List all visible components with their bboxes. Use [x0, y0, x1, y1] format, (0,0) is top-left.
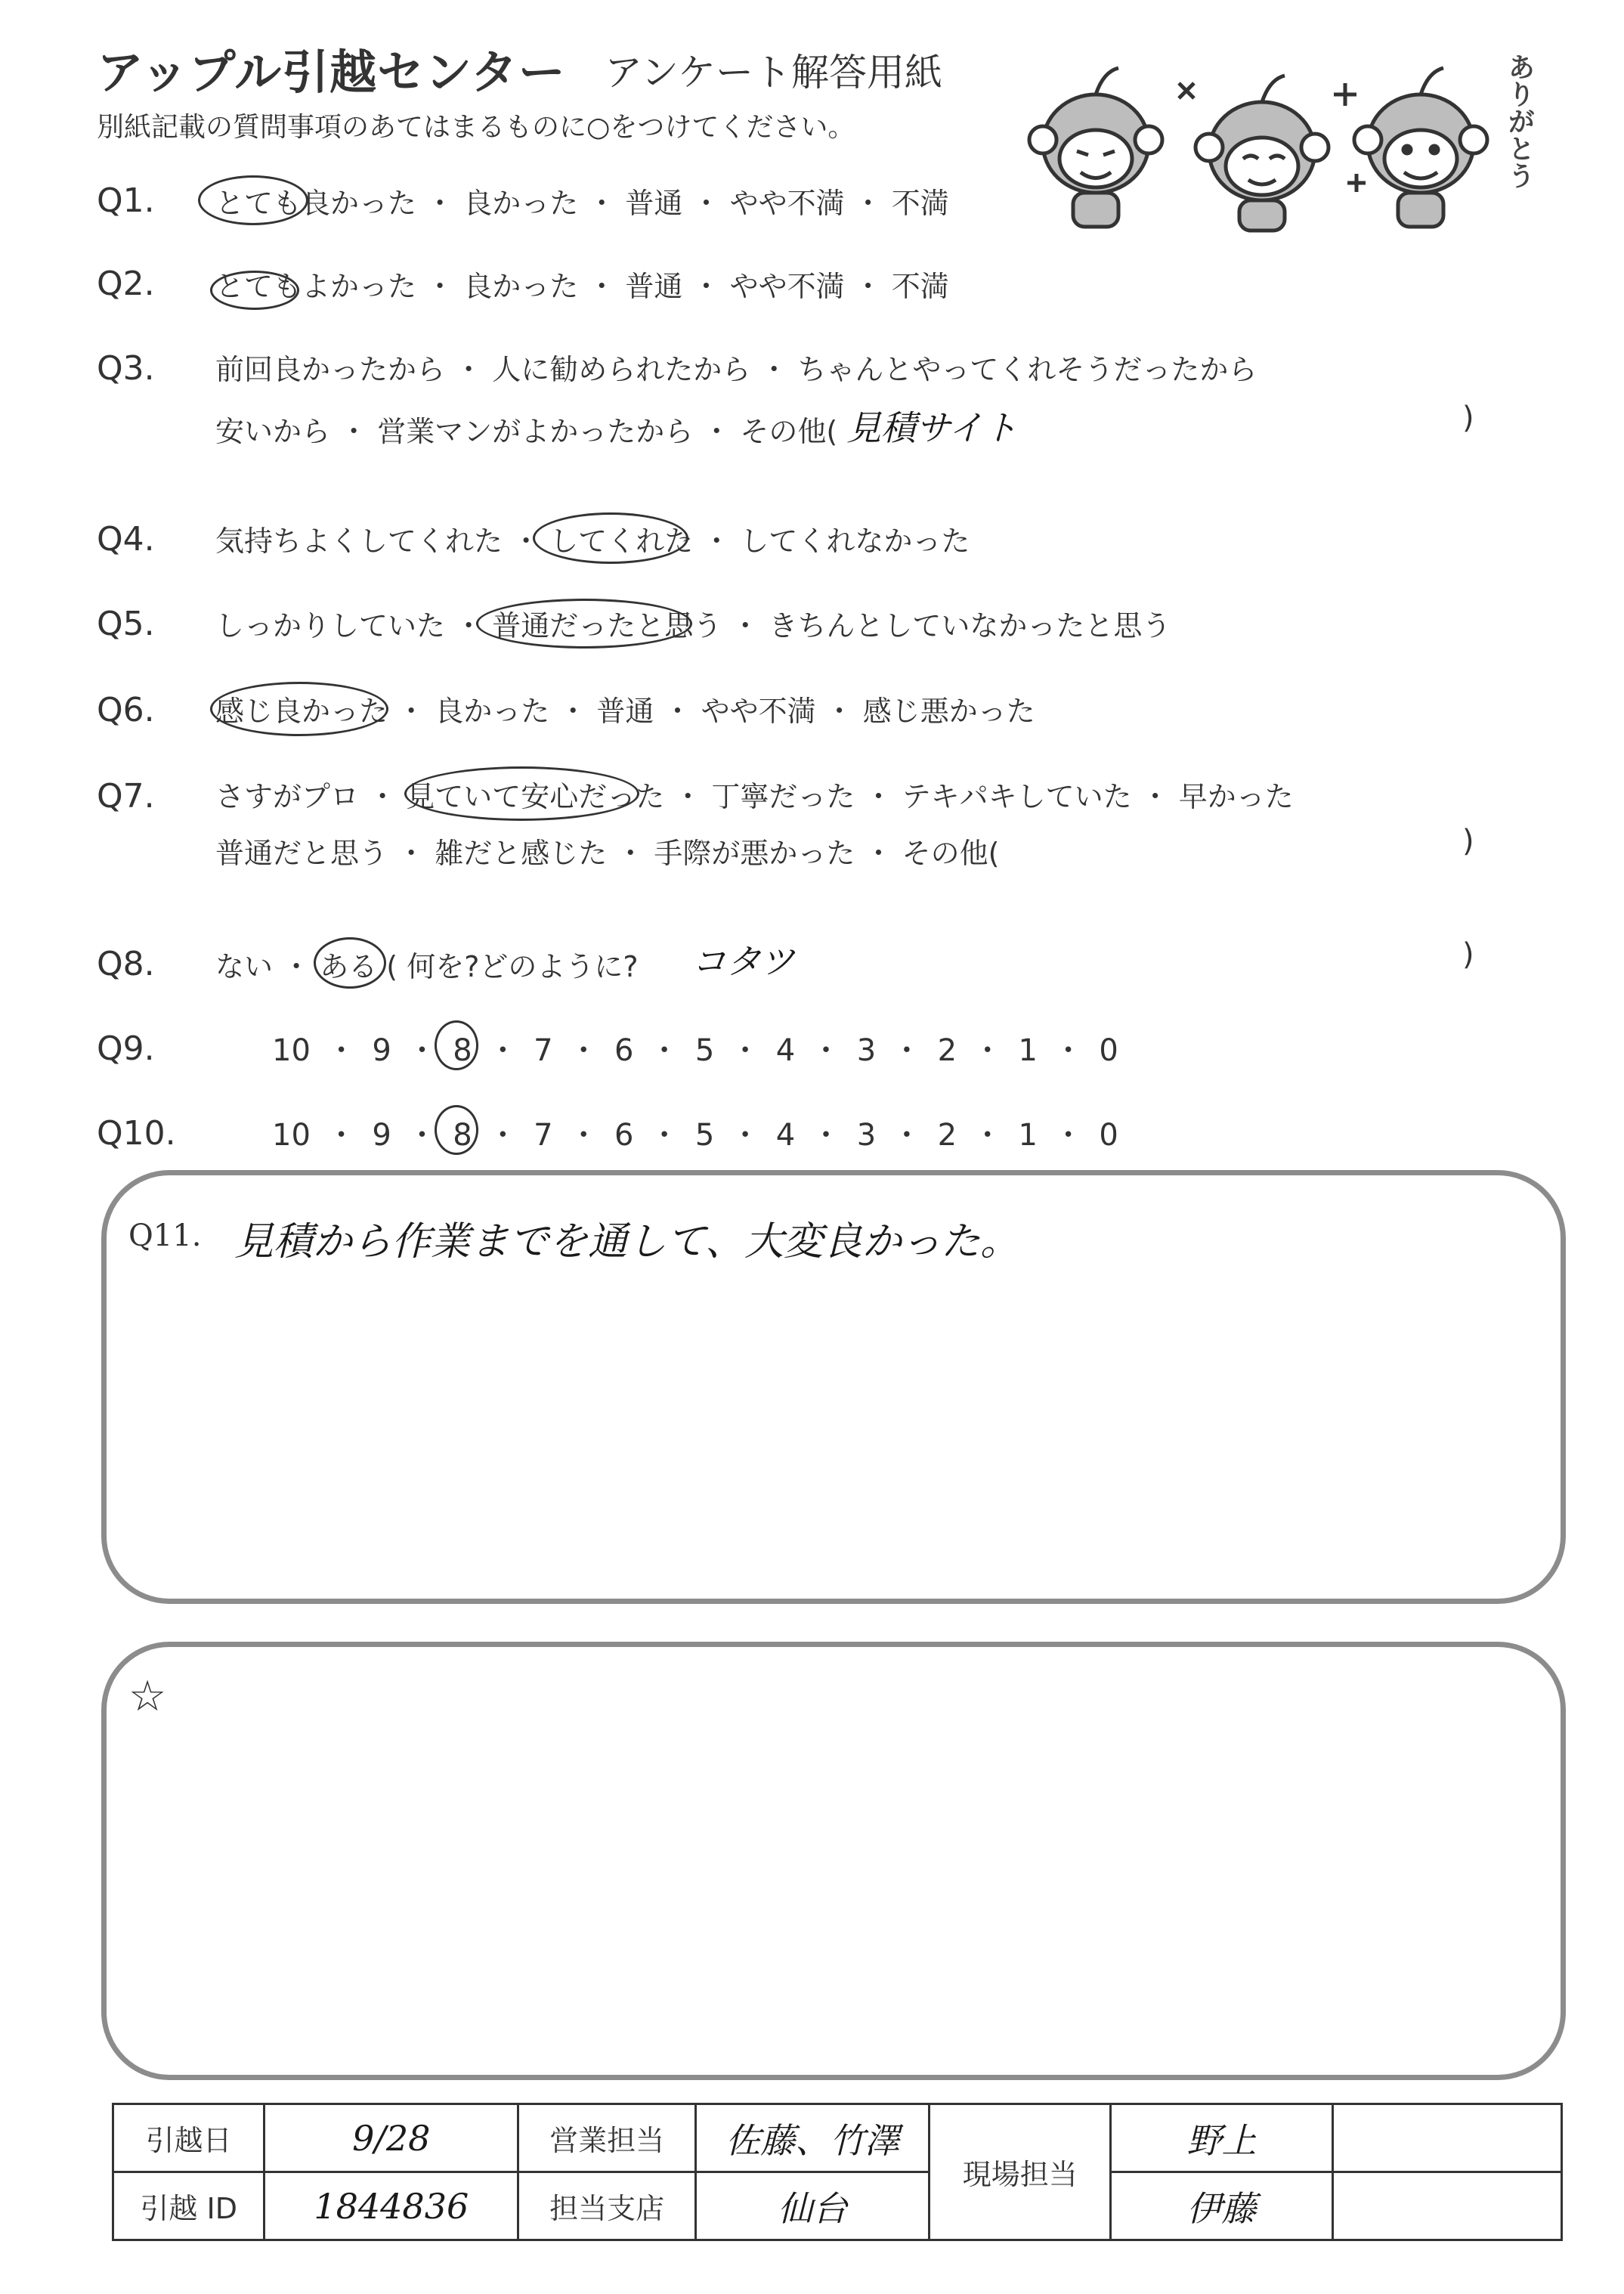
q6-option-1[interactable]: 感じ良かった: [215, 695, 388, 728]
move-id-text: 1844836: [314, 2185, 469, 2227]
instruction-text: 別紙記載の質問事項のあてはまるものに○をつけてください。: [97, 112, 855, 143]
q5-option-1[interactable]: しっかりしていた: [215, 609, 446, 642]
q2-option-3[interactable]: 普通: [625, 270, 683, 303]
q9-score-6[interactable]: 6: [614, 1033, 634, 1068]
site-extra-1[interactable]: [1332, 2104, 1561, 2172]
q1-label: Q1.: [97, 181, 155, 220]
q1-option-1[interactable]: とても良かった: [215, 187, 417, 220]
q4-option-1[interactable]: 気持ちよくしてくれた: [215, 525, 503, 558]
q10-score-6[interactable]: 6: [614, 1118, 634, 1153]
q7-line2: 普通だと思う ・ 雑だと感じた ・ 手際が悪かった ・ その他(: [215, 837, 1000, 870]
q2-option-2[interactable]: 良かった: [463, 270, 579, 303]
site-text-2: 伊藤: [1186, 2187, 1257, 2229]
q7-option-1[interactable]: さすがプロ: [215, 780, 360, 813]
sales-value[interactable]: [695, 2104, 929, 2172]
q8-selection-circle: [314, 937, 386, 989]
move-id-label: 引越 ID: [113, 2172, 264, 2240]
q8-options: ない ・ ある ( 何を?どのように?: [215, 950, 639, 983]
q7-line1: さすがプロ ・ 見ていて安心だった ・ 丁寧だった ・ テキパキしていた ・ 早かった: [215, 780, 1294, 813]
thanks-text: ありがとう: [1504, 53, 1535, 189]
q3-option-4[interactable]: 安いから: [215, 415, 331, 448]
q5-options: しっかりしていた ・ 普通だったと思う ・ きちんとしていなかったと思う: [215, 609, 1171, 642]
move-date-label: 引越日: [113, 2104, 264, 2172]
q10-score-8[interactable]: 8: [453, 1118, 472, 1153]
q5-option-2[interactable]: 普通だったと思う: [492, 609, 722, 642]
q9-scale: 10 ・ 9 ・ 8 ・ 7 ・ 6 ・ 5 ・ 4 ・ 3 ・ 2 ・ 1 ・ 0: [272, 1033, 1118, 1068]
sales-text: 佐藤、竹澤: [725, 2119, 900, 2161]
q1-option-5[interactable]: 不満: [891, 187, 949, 220]
q8-label: Q8.: [97, 945, 155, 983]
q2-option-5[interactable]: 不満: [891, 270, 949, 303]
footer-info-table: [112, 2103, 1563, 2241]
q6-option-5[interactable]: 感じ悪かった: [862, 695, 1035, 728]
q8-option-2[interactable]: ある: [320, 950, 378, 983]
star-icon: ☆: [128, 1672, 167, 1721]
q3-other-label[interactable]: その他(: [740, 415, 838, 448]
q10-score-3[interactable]: 3: [856, 1118, 877, 1153]
q9-score-10[interactable]: 10: [272, 1033, 311, 1068]
q5-option-3[interactable]: きちんとしていなかったと思う: [769, 609, 1171, 642]
q7-option-7[interactable]: 雑だと感じた: [435, 837, 608, 870]
q9-selection-circle: [435, 1020, 478, 1070]
q10-score-9[interactable]: 9: [372, 1118, 391, 1153]
q7-option-4[interactable]: テキパキしていた: [902, 780, 1132, 813]
q3-option-5[interactable]: 営業マンがよかったから: [377, 415, 694, 448]
star-comment-box[interactable]: [101, 1642, 1566, 2080]
site-value-2[interactable]: [1111, 2172, 1333, 2240]
q8-answer[interactable]: コタツ: [691, 941, 795, 982]
q1-options: とても良かった ・ 良かった ・ 普通 ・ やや不満 ・ 不満: [215, 187, 949, 220]
q4-option-3[interactable]: してくれなかった: [740, 525, 970, 558]
q10-score-1[interactable]: 1: [1018, 1118, 1038, 1153]
q6-option-3[interactable]: 普通: [596, 695, 654, 728]
q9-score-4[interactable]: 4: [775, 1033, 796, 1068]
q7-option-5[interactable]: 早かった: [1178, 780, 1294, 813]
q7-label: Q7.: [97, 777, 155, 816]
q8-close-paren: ): [1462, 937, 1474, 972]
q10-score-10[interactable]: 10: [272, 1118, 311, 1153]
q4-selection-circle: [533, 512, 688, 564]
site-label: 現場担当: [930, 2104, 1111, 2240]
q8-prompt: ( 何を?どのように?: [386, 950, 639, 983]
q10-score-7[interactable]: 7: [534, 1118, 553, 1153]
q10-scale: 10 ・ 9 ・ 8 ・ 7 ・ 6 ・ 5 ・ 4 ・ 3 ・ 2 ・ 1 ・ 0: [272, 1118, 1118, 1153]
branch-text: 仙台: [778, 2187, 848, 2229]
q10-score-5[interactable]: 5: [694, 1118, 715, 1153]
q7-selection-circle: [404, 766, 639, 821]
q1-selection-circle: [198, 175, 308, 225]
q10-score-0[interactable]: 0: [1099, 1118, 1118, 1153]
q7-other-label[interactable]: その他(: [902, 837, 1000, 870]
q10-label: Q10.: [97, 1114, 176, 1153]
q10-selection-circle: [435, 1105, 478, 1155]
q9-score-7[interactable]: 7: [534, 1033, 553, 1068]
q5-selection-circle: [476, 599, 692, 649]
q11-label: Q11.: [128, 1218, 202, 1253]
q9-score-9[interactable]: 9: [372, 1033, 391, 1068]
q6-options: 感じ良かった ・ 良かった ・ 普通 ・ やや不満 ・ 感じ悪かった: [215, 695, 1035, 728]
q6-label: Q6.: [97, 691, 155, 729]
monkey-mascot-icon: [1013, 38, 1527, 234]
q9-label: Q9.: [97, 1029, 155, 1068]
q3-line2: 安いから ・ 営業マンがよかったから ・ その他(: [215, 415, 838, 448]
q4-options: 気持ちよくしてくれた ・ してくれた ・ してくれなかった: [215, 525, 970, 558]
company-title: アップル引越センター: [97, 45, 566, 100]
move-date-value[interactable]: [264, 2104, 518, 2172]
q3-option-1[interactable]: 前回良かったから: [215, 353, 446, 386]
q7-option-3[interactable]: 丁寧だった: [711, 780, 855, 813]
q7-close-paren: ): [1462, 824, 1474, 859]
q9-score-3[interactable]: 3: [856, 1033, 877, 1068]
q4-option-2[interactable]: してくれた: [549, 525, 694, 558]
q3-option-2[interactable]: 人に勧められたから: [492, 353, 751, 386]
q6-option-4[interactable]: やや不満: [701, 695, 816, 728]
q9-score-1[interactable]: 1: [1018, 1033, 1038, 1068]
q3-label: Q3.: [97, 349, 155, 388]
q6-option-2[interactable]: 良かった: [435, 695, 550, 728]
q7-option-6[interactable]: 普通だと思う: [215, 837, 388, 870]
q2-label: Q2.: [97, 265, 155, 303]
site-value-1[interactable]: [1111, 2104, 1333, 2172]
site-text-1: 野上: [1186, 2119, 1257, 2161]
sales-label: 営業担当: [518, 2104, 696, 2172]
q1-option-4[interactable]: やや不満: [729, 187, 845, 220]
q1-option-3[interactable]: 普通: [625, 187, 683, 220]
q9-score-2[interactable]: 2: [937, 1033, 957, 1068]
q3-close-paren: ): [1462, 401, 1474, 435]
q6-selection-circle: [210, 682, 388, 736]
q7-option-2[interactable]: 見ていて安心だった: [406, 780, 665, 813]
q9-score-5[interactable]: 5: [694, 1033, 715, 1068]
form-title: アンケート解答用紙: [605, 51, 942, 94]
move-date-text: 9/28: [352, 2117, 431, 2159]
q3-line1: 前回良かったから ・ 人に勧められたから ・ ちゃんとやってくれそうだったから: [215, 353, 1257, 386]
q11-answer[interactable]: 見積から作業までを通して、大変良かった。: [234, 1219, 1019, 1265]
branch-label: 担当支店: [518, 2172, 696, 2240]
q2-selection-circle: [210, 271, 299, 310]
q7-option-8[interactable]: 手際が悪かった: [654, 837, 855, 870]
q10-score-4[interactable]: 4: [775, 1118, 796, 1153]
q2-option-4[interactable]: やや不満: [729, 270, 845, 303]
q2-options: とてもよかった ・ 良かった ・ 普通 ・ やや不満 ・ 不満: [215, 270, 949, 303]
q2-option-1[interactable]: とてもよかった: [215, 270, 417, 303]
q3-option-3[interactable]: ちゃんとやってくれそうだったから: [797, 353, 1257, 386]
site-extra-2[interactable]: [1332, 2172, 1561, 2240]
q4-label: Q4.: [97, 520, 155, 559]
branch-value[interactable]: [695, 2172, 929, 2240]
q10-score-2[interactable]: 2: [937, 1118, 957, 1153]
move-id-value[interactable]: [264, 2172, 518, 2240]
q3-other-answer[interactable]: 見積サイト: [846, 407, 1018, 448]
q9-score-0[interactable]: 0: [1099, 1033, 1118, 1068]
q9-score-8[interactable]: 8: [453, 1033, 472, 1068]
q8-option-1[interactable]: ない: [215, 950, 274, 983]
q5-label: Q5.: [97, 605, 155, 643]
q1-option-2[interactable]: 良かった: [463, 187, 579, 220]
